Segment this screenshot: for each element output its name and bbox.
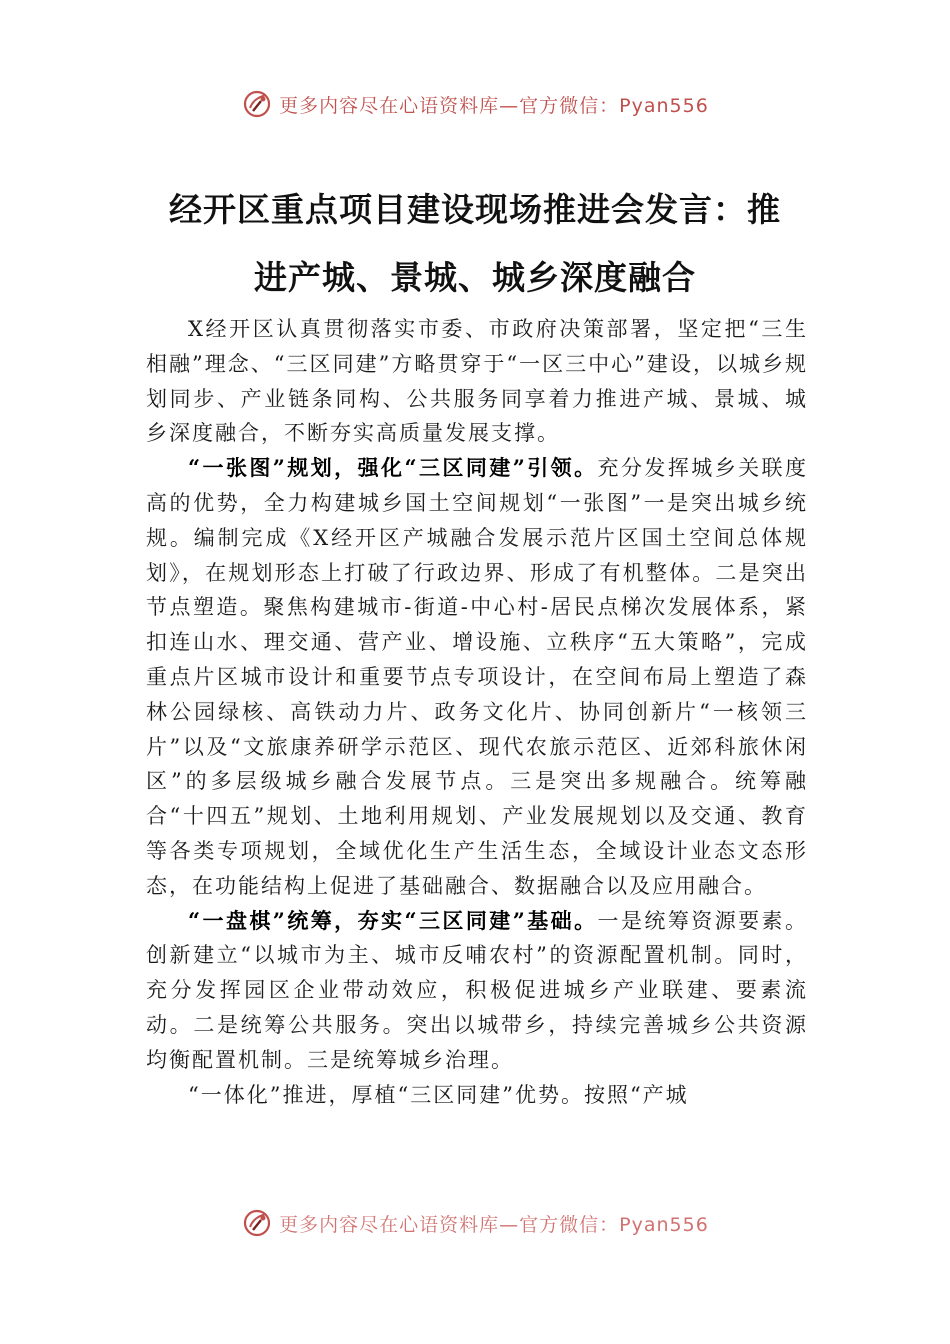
seal-logo-icon	[241, 1207, 273, 1239]
document-title	[110, 176, 840, 312]
seal-logo-icon	[241, 88, 273, 120]
paragraph-planning	[146, 451, 808, 903]
watermark-text: 更多内容尽在心语资料库—官方微信：Pyan556	[279, 94, 709, 117]
watermark-header	[0, 84, 950, 124]
paragraph-text: X经开区认真贯彻落实市委、市政府决策部署，坚定把“三生相融”理念、“三区同建”方略贯穿于“一区三中心”建设，以城乡规划同步、产业链条同构、公共服务同享着力推进产城、景城、城乡深度融合，不断夯实高质量发展支撑。	[146, 317, 808, 446]
paragraph-text: 一是统筹资源要素。创新建立“以城市为主、城市反哺农村”的资源配置机制。同时，充分发挥园区企业带动效应，积极促进城乡产业联建、要素流动。二是统筹公共服务。突出以城带乡，持续完善城乡公共资源均衡配置机制。三是统筹城乡治理。	[146, 908, 808, 1072]
title-line-1: 经开区重点项目建设现场推进会发言：推	[169, 190, 781, 229]
document-body	[146, 312, 808, 1208]
paragraph-text: 充分发挥城乡关联度高的优势，全力构建城乡国土空间规划“一张图”一是突出城乡统规。编制完成《X经开区产城融合发展示范片区国土空间总体规划》，在规划形态上打破了行政边界、形成了有机整体。二是突出节点塑造。聚焦构建城市-街道-中心村-居民点梯次发展体系，紧扣连山水、理交通、营产业、增设施、立秩序“五大策略”，完成重点片区城市设计和重要节点专项设计，在空间布局上塑造了森林公园绿核、高铁动力片、政务文化片、协同创新片“一核领三片”以及“文旅康养研学示范区、现代农旅示范区、近郊科旅休闲区”的多层级城乡融合发展节点。三是突出多规融合。统筹融合“十四五”规划、土地利用规划、产业发展规划以及交通、教育等各类专项规划，全域优化生产生活生态，全域设计业态文态形态，在功能结构上促进了基础融合、数据融合以及应用融合。	[146, 456, 808, 898]
watermark-footer	[0, 1205, 950, 1241]
paragraph-integration	[146, 1078, 808, 1113]
watermark-text: 更多内容尽在心语资料库—官方微信：Pyan556	[279, 1213, 709, 1236]
paragraph-text: “一体化”推进，厚植“三区同建”优势。按照“产城	[188, 1082, 689, 1107]
paragraph-coordination	[146, 904, 808, 1078]
title-line-2: 进产城、景城、城乡深度融合	[254, 258, 696, 297]
paragraph-intro	[146, 312, 808, 451]
paragraph-lead: “一盘棋”统筹，夯实“三区同建”基础。	[188, 907, 598, 933]
paragraph-lead: “一张图”规划，强化“三区同建”引领。	[188, 455, 598, 481]
